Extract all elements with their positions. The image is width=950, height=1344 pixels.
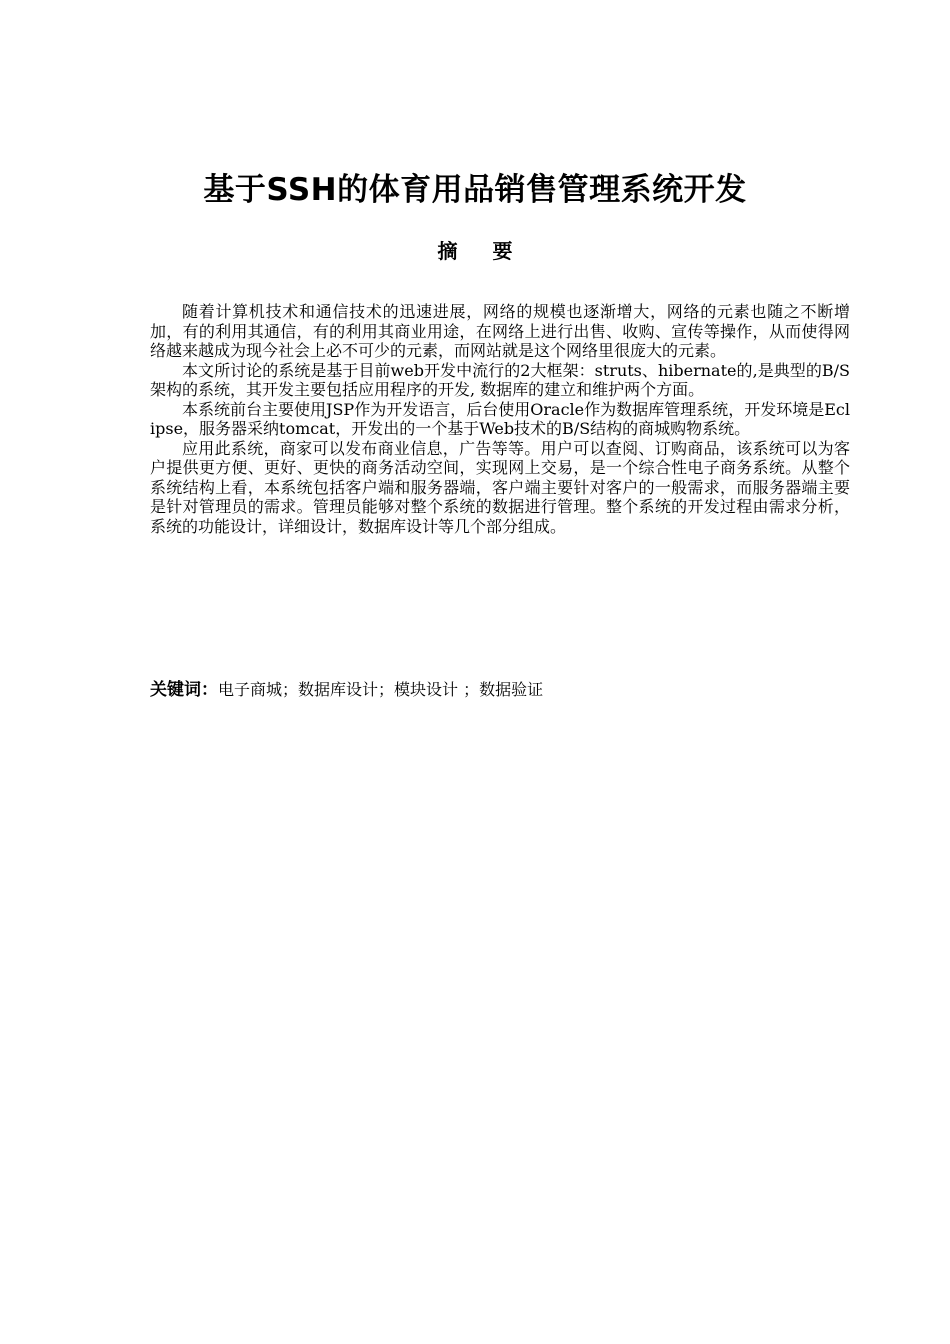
abstract-paragraph: 应用此系统，商家可以发布商业信息，广告等等。用户可以查阅、订购商品，该系统可以为客户提供更方便、更好、更快的商务活动空间，实现网上交易，是一个综合性电子商务系统。从整个系统结构上看，本系统包括客户端和服务器端，客户端主要针对客户的一般需求，而服务器端主要是针对管理员的需求。管理员能够对整个系统的数据进行管理。整个系统的开发过程由需求分析，系统的功能设计，详细设计，数据库设计等几个部分组成。 bbox=[150, 438, 850, 536]
document-title: 基于SSH的体育用品销售管理系统开发 bbox=[203, 172, 747, 208]
abstract-paragraph: 随着计算机技术和通信技术的迅速进展，网络的规模也逐渐增大，网络的元素也随之不断增加，有的利用其通信，有的利用其商业用途，在网络上进行出售、收购、宣传等操作，从而使得网络越来越成为现今社会上必不可少的元素，而网站就是这个网络里很庞大的元素。 bbox=[150, 302, 850, 360]
abstract-paragraph: 本系统前台主要使用JSP作为开发语言，后台使用Oracle作为数据库管理系统，开发环境是Eclipse，服务器采纳tomcat，开发出的一个基于Web技术的B/S结构的商城购物系统。 bbox=[150, 399, 850, 438]
keywords-label: 关键词： bbox=[150, 680, 218, 700]
abstract-body bbox=[150, 302, 850, 536]
abstract-heading: 摘 要 bbox=[437, 239, 527, 263]
abstract-paragraph: 本文所讨论的系统是基于目前web开发中流行的2大框架：struts、hibernate的,是典型的B/S架构的系统，其开发主要包括应用程序的开发, 数据库的建立和维护两个方面。 bbox=[150, 360, 850, 399]
keywords-text: 电子商城；数据库设计；模块设计 ；数据验证 bbox=[218, 680, 544, 699]
keywords-line bbox=[150, 678, 850, 703]
